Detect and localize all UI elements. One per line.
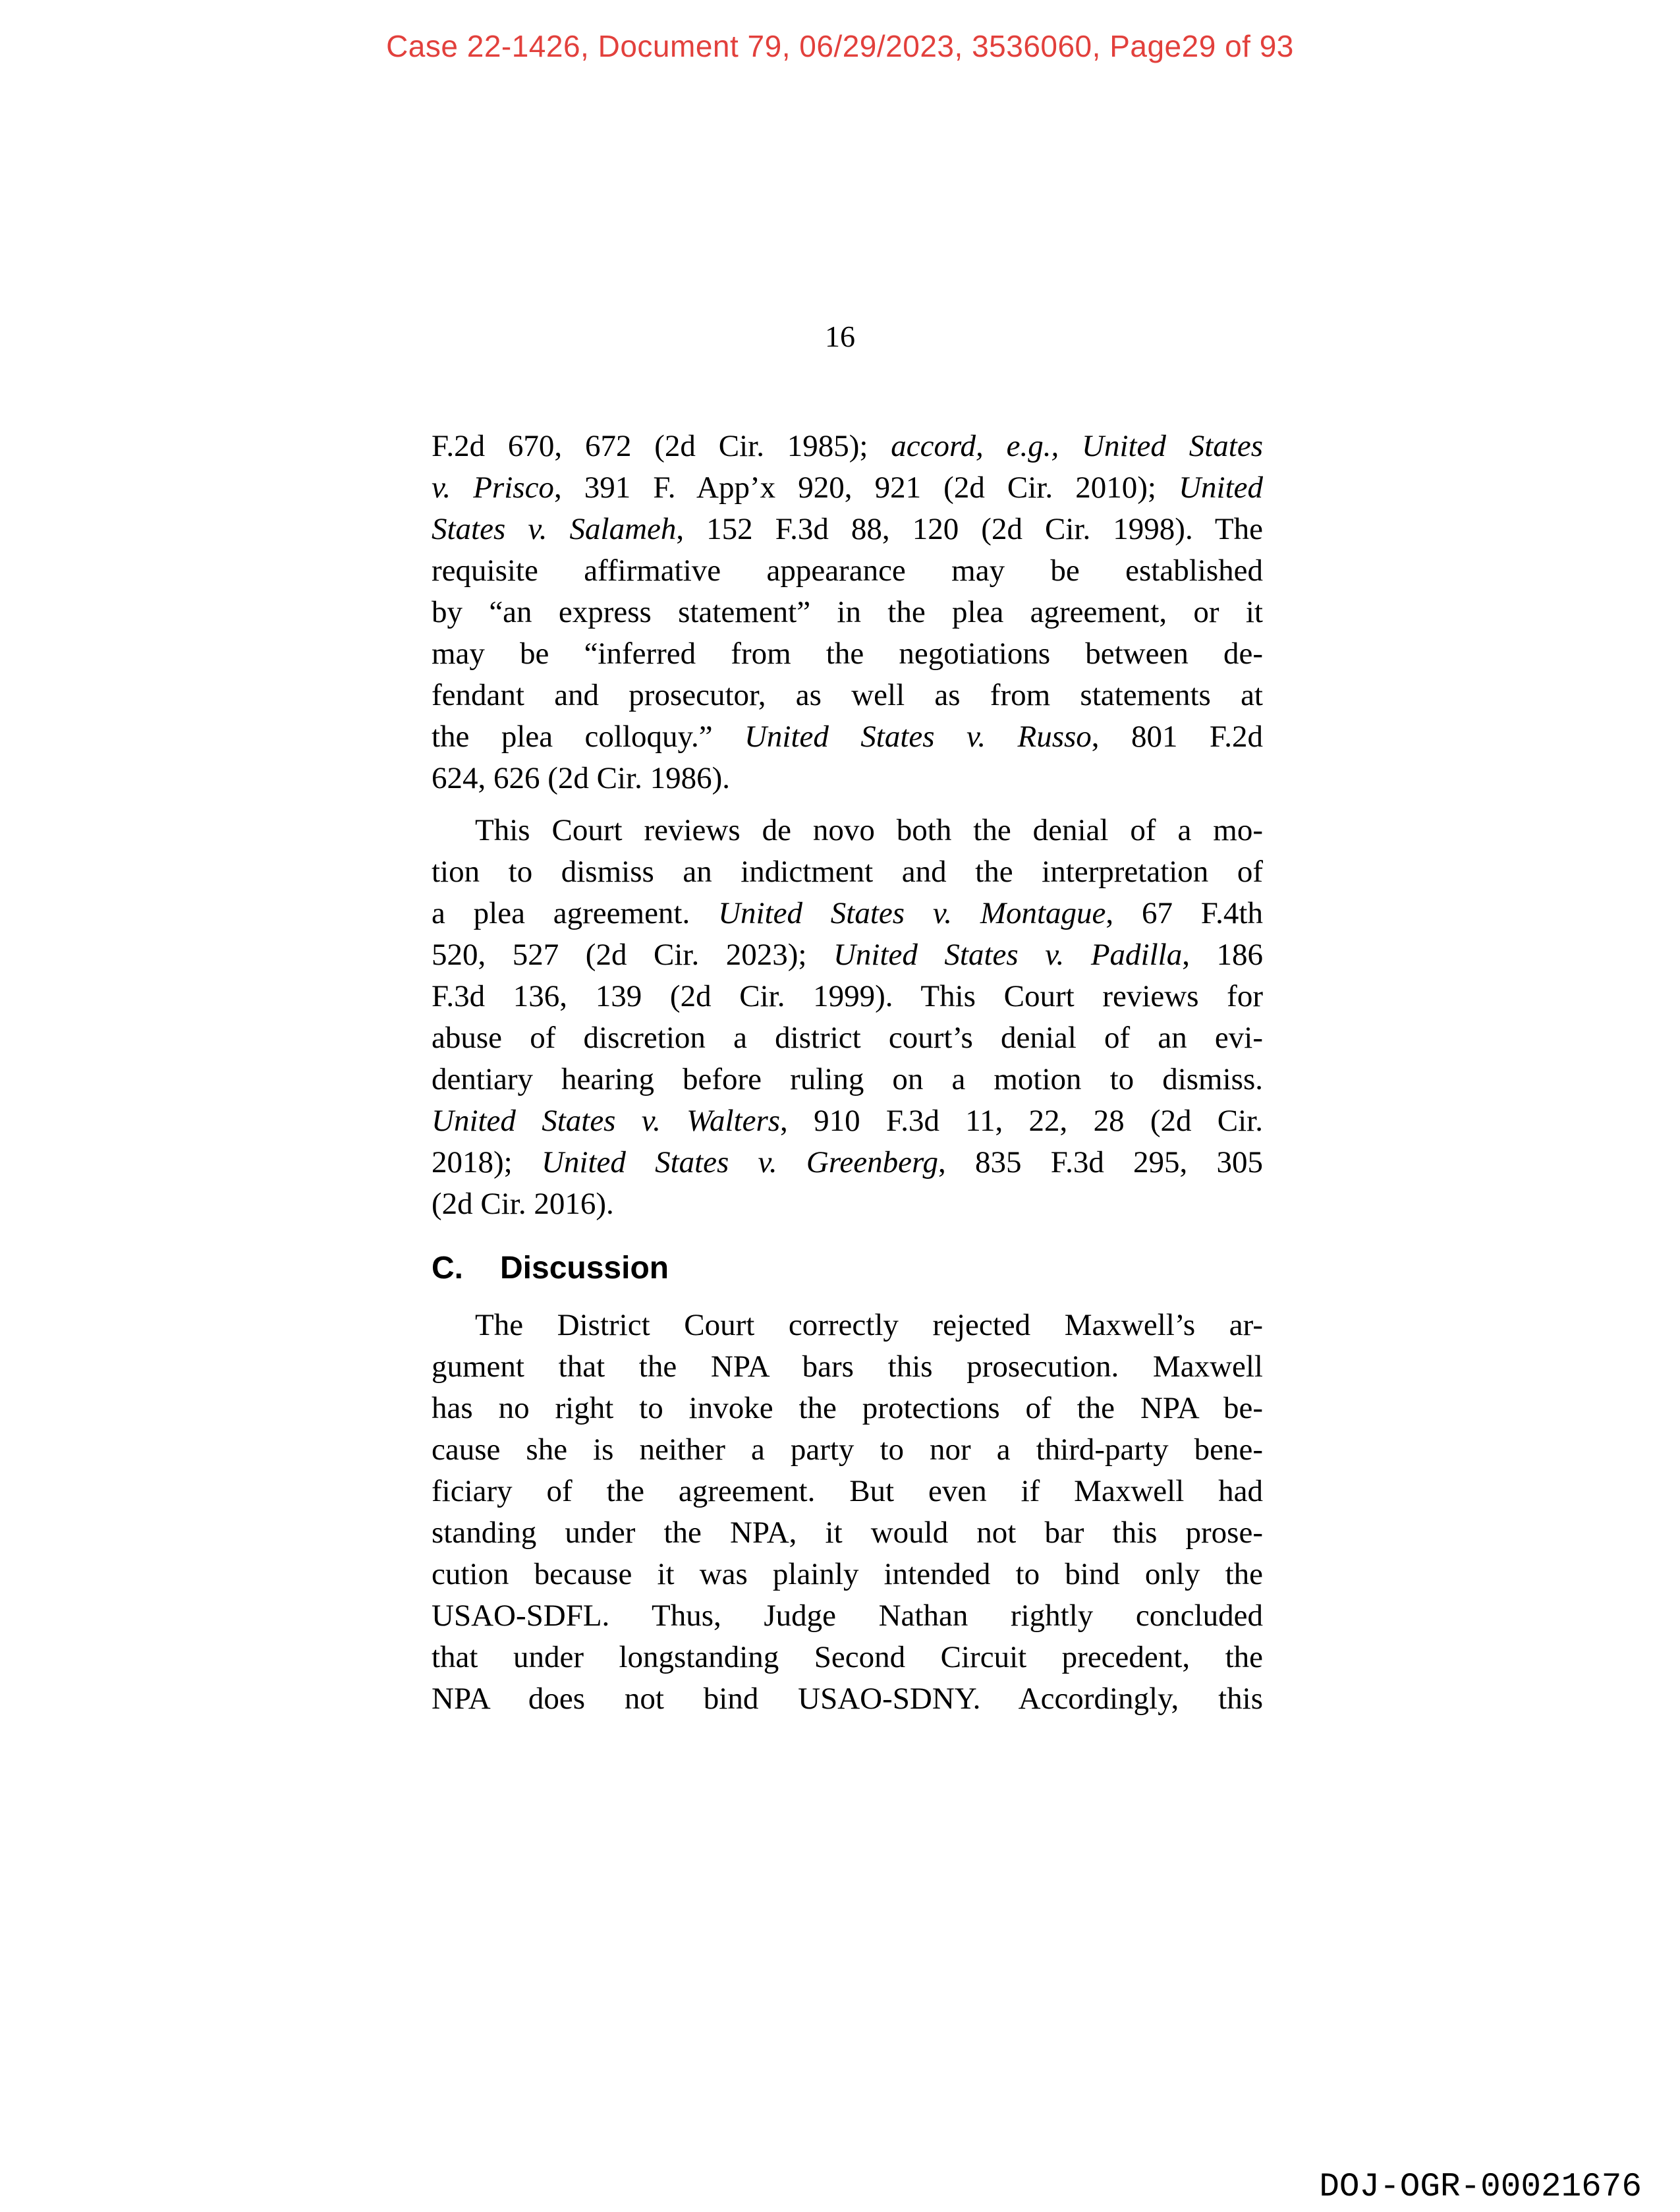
text-line: The District Court correctly rejected Maxwell’s ar- bbox=[475, 1308, 1263, 1342]
text-line: v. Prisco, 391 F. App’x 920, 921 (2d Cir. 2010); United bbox=[432, 470, 1263, 505]
text-line: States v. Salameh, 152 F.3d 88, 120 (2d Cir. 1998). The bbox=[432, 512, 1263, 546]
case-stamp: Case 22-1426, Document 79, 06/29/2023, 3536060, Page29 of 93 bbox=[386, 29, 1294, 63]
text-line: the plea colloquy.” United States v. Russo, 801 F.2d bbox=[432, 720, 1263, 754]
text-line: 2018); United States v. Greenberg, 835 F.3d 295, 305 bbox=[432, 1145, 1263, 1179]
text-line: by “an express statement” in the plea agreement, or it bbox=[432, 595, 1263, 629]
bates-number: DOJ-OGR-00021676 bbox=[1319, 2169, 1642, 2206]
text-line: dentiary hearing before ruling on a motion to dismiss. bbox=[432, 1062, 1263, 1096]
text-line: NPA does not bind USAO-SDNY. Accordingly, this bbox=[432, 1682, 1263, 1716]
text-line: 520, 527 (2d Cir. 2023); United States v. Padilla, 186 bbox=[432, 938, 1264, 972]
text-line: F.3d 136, 139 (2d Cir. 1999). This Court reviews for bbox=[432, 979, 1263, 1013]
text-line: This Court reviews de novo both the denial of a mo- bbox=[475, 813, 1263, 847]
text-line: abuse of discretion a district court’s denial of an evi- bbox=[432, 1021, 1263, 1055]
section-heading bbox=[432, 1247, 1263, 1289]
text-line: F.2d 670, 672 (2d Cir. 1985); accord, e.g., United States bbox=[432, 429, 1263, 463]
body-text bbox=[432, 426, 1263, 1730]
paragraph bbox=[432, 810, 1263, 1225]
text-line: 624, 626 (2d Cir. 1986). bbox=[432, 761, 731, 795]
paragraph bbox=[432, 1305, 1263, 1720]
text-line: fendant and prosecutor, as well as from statements at bbox=[432, 678, 1263, 712]
paragraph bbox=[432, 426, 1263, 799]
text-line: United States v. Walters, 910 F.3d 11, 22, 28 (2d Cir. bbox=[432, 1104, 1263, 1138]
heading-label: C. bbox=[432, 1251, 463, 1286]
text-line: tion to dismiss an indictment and the interpretation of bbox=[432, 855, 1263, 889]
text-line: cution because it was plainly intended to bind only the bbox=[432, 1557, 1263, 1591]
page-number: 16 bbox=[825, 320, 855, 353]
text-line: ficiary of the agreement. But even if Maxwell had bbox=[432, 1474, 1263, 1508]
heading-title: Discussion bbox=[500, 1251, 669, 1286]
text-line: may be “inferred from the negotiations between de- bbox=[432, 637, 1263, 671]
text-line: standing under the NPA, it would not bar this prose- bbox=[432, 1516, 1263, 1550]
text-line: USAO-SDFL. Thus, Judge Nathan rightly concluded bbox=[432, 1599, 1263, 1633]
text-line: a plea agreement. United States v. Montague, 67 F.4th bbox=[432, 896, 1263, 930]
text-line: has no right to invoke the protections of the NPA be- bbox=[432, 1391, 1263, 1425]
text-line: requisite affirmative appearance may be established bbox=[432, 553, 1263, 588]
text-line: gument that the NPA bars this prosecution. Maxwell bbox=[432, 1349, 1263, 1384]
text-line: (2d Cir. 2016). bbox=[432, 1187, 614, 1221]
text-line: that under longstanding Second Circuit precedent, the bbox=[432, 1640, 1263, 1674]
text-line: cause she is neither a party to nor a third-party bene- bbox=[432, 1432, 1263, 1467]
